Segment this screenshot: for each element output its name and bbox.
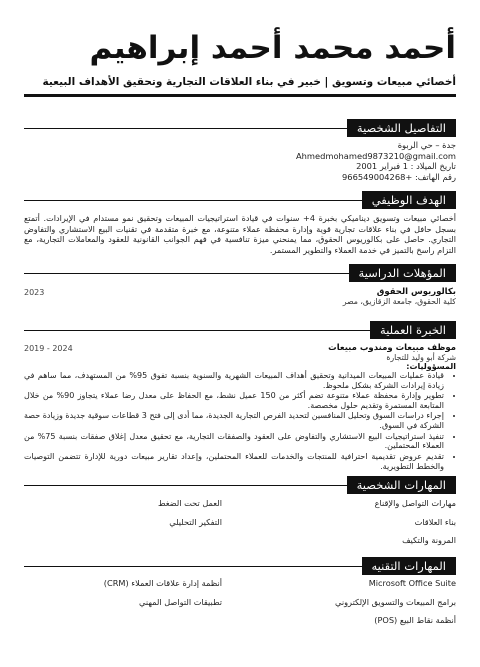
contact-phone: رقم الهاتف: +966549004268 <box>342 171 456 182</box>
soft-skill-item: مهارات التواصل والإقناع <box>374 498 456 508</box>
responsibility-item: • قيادة عمليات المبيعات الميدانية وتحقيق أهداف المبيعات الشهرية والسنوية بنسبة تفوق 95% من المستهدف، مما ساهم في زيادة إيرادات الشركة بشكل ملحوظ. <box>24 371 444 391</box>
tech-skill-item: أنظمة إدارة علاقات العملاء (CRM) <box>103 578 222 588</box>
tech-skill-item: Microsoft Office Suite <box>368 578 456 588</box>
header-divider <box>24 94 456 97</box>
responsibility-item: • تنفيذ استراتيجيات البيع الاستشاري والتفاوض على العقود والصفقات التجارية، مع تحقيق معدل إغلاق صفقات بنسبة 75% من العملاء المحتملين. <box>24 432 444 452</box>
section-label: المؤهلات الدراسية <box>349 264 456 282</box>
contact-email: Ahmedmohamed9873210@gmail.com <box>296 150 456 161</box>
soft-skill-item: التفكير التحليلي <box>169 517 222 527</box>
objective-text: أخصائي مبيعات وتسويق ديناميكي بخبرة 4+ سنوات في قيادة استراتيجيات المبيعات وتحقيق نمو مستدام في الإيرادات. أتمتع بسجل حافل في بناء علاقات تجارية قوية وإدارة محفظة عملاء متنوعة، مع خبرة متقدمة في تقنيات البيع الاستشاري والتفاوض التجاري. حاصل على بكالوريوس الحقوق، مما يمنحني ميزة تنافسية في فهم الجوانب القانونية للعقود والمعاملات التجارية، مع التزام راسخ بالتميز في خدمة العملاء والتطوير المستمر. <box>24 213 456 255</box>
section-experience-heading <box>24 321 456 339</box>
education-degree: بكالوريوس الحقوق <box>376 287 456 297</box>
responsibility-item: • إجراء دراسات السوق وتحليل المنافسين لتحديد الفرص التجارية الجديدة، مما أدى إلى فتح 3 قطاعات سوقية جديدة وزيادة حصة الشركة في السوق. <box>24 411 444 431</box>
section-label: الهدف الوظيفي <box>362 191 456 209</box>
candidate-subtitle: أخصائي مبيعات وتسويق | خبير في بناء العلاقات التجارية وتحقيق الأهداف البيعية <box>42 76 456 88</box>
section-label: المهارات التقنيه <box>362 557 456 575</box>
soft-skill-item: المرونة والتكيف <box>402 535 456 545</box>
soft-skill-item: العمل تحت الضغط <box>157 498 222 508</box>
section-label: التفاصيل الشخصية <box>347 119 456 137</box>
job-title: موظف مبيعات ومندوب مبيعات <box>328 343 456 353</box>
section-education-heading <box>24 264 456 282</box>
section-label: الخبرة العملية <box>370 321 456 339</box>
contact-birthdate: تاريخ الميلاد : 1 فبراير 2001 <box>356 161 456 171</box>
tech-skill-item: تطبيقات التواصل المهني <box>139 597 222 607</box>
section-personal-heading <box>24 119 456 137</box>
tech-skill-item: برامج المبيعات والتسويق الإلكتروني <box>335 597 456 607</box>
job-company: شركة أبو وليد للتجارة <box>386 353 456 362</box>
section-objective-heading <box>24 191 456 209</box>
section-label: المهارات الشخصية <box>347 476 456 494</box>
section-soft-skills-heading <box>24 476 456 494</box>
candidate-name: أحمد محمد أحمد إبراهيم <box>89 30 456 66</box>
education-school: كلية الحقوق، جامعة الزقازيق، مصر <box>342 297 456 306</box>
contact-details <box>296 140 456 182</box>
soft-skill-item: بناء العلاقات <box>414 517 456 527</box>
responsibilities-list <box>24 371 456 472</box>
responsibility-item: • تطوير وإدارة محفظة عملاء متنوعة تضم أكثر من 150 عميل نشط، مع الحفاظ على معدل رضا عملاء يتجاوز 90% من خلال المتابعة المستمرة وتقديم حلول مخصصة. <box>24 391 444 411</box>
responsibility-item: • تقديم عروض تقديمية احترافية للمنتجات والخدمات للعملاء المحتملين، وإعداد تقارير مبيعات دورية للإدارة تتضمن التوصيات والخطط التطويرية. <box>24 452 444 472</box>
responsibilities-label: المسؤوليات: <box>406 362 456 371</box>
section-tech-skills-heading <box>24 557 456 575</box>
contact-address: جدة – حي الربوة <box>397 140 456 150</box>
education-year: 2023 <box>24 288 45 297</box>
tech-skill-item: أنظمة نقاط البيع (POS) <box>374 615 456 625</box>
job-dates: 2019 - 2024 <box>24 344 73 353</box>
